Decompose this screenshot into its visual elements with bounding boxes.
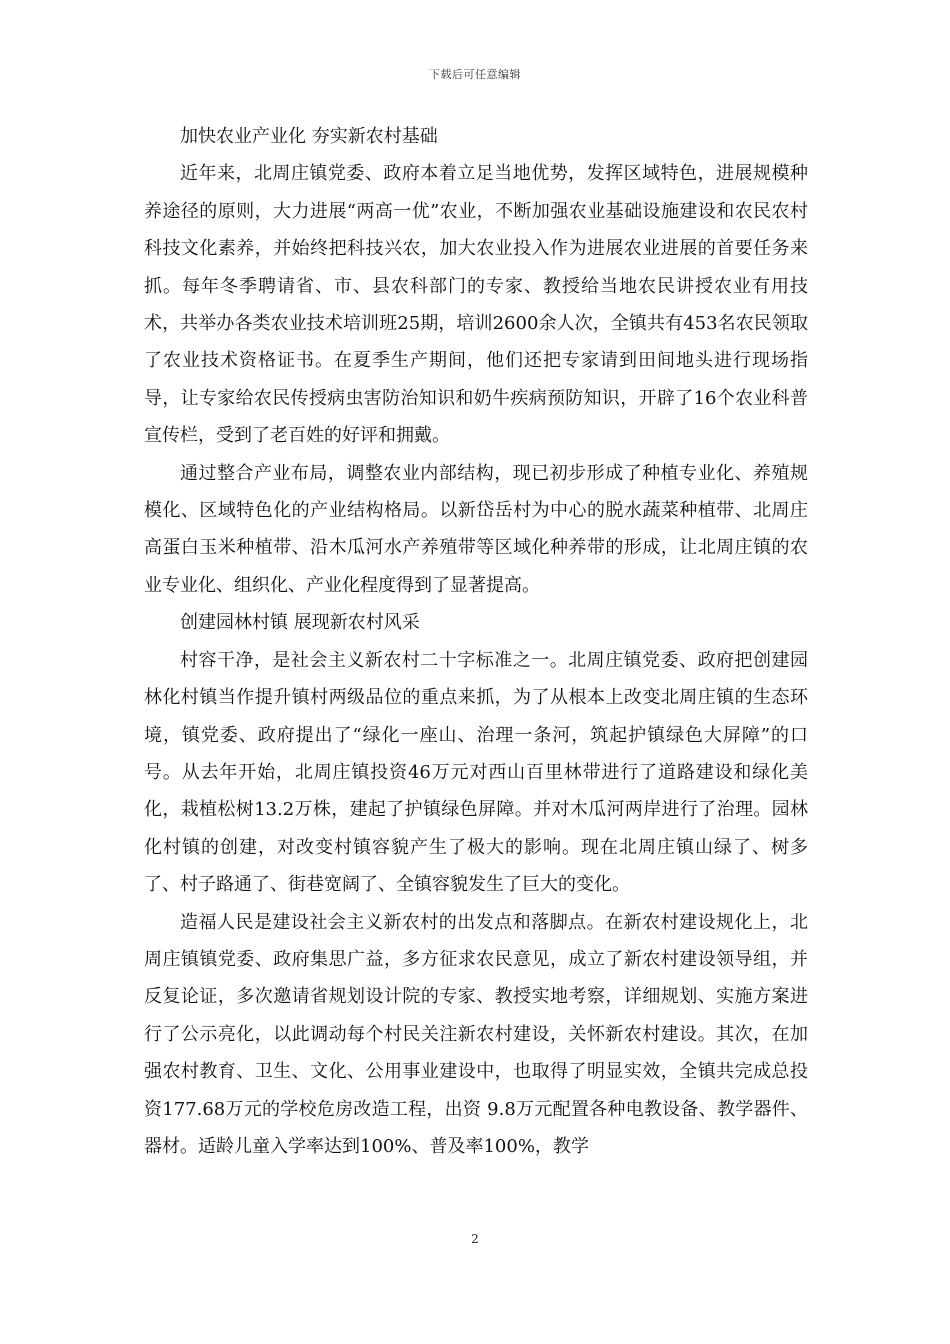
document-body — [144, 118, 808, 1165]
body-paragraph: 造福人民是建设社会主义新农村的出发点和落脚点。在新农村建设规化上，北周庄镇镇党委、政府集思广益，多方征求农民意见，成立了新农村建设领导组，并反复论证，多次邀请省规划设计院的专家、教授实地考察，详细规划、实施方案进行了公示亮化，以此调动每个村民关注新农村建设，关怀新农村建设。其次，在加强农村教育、卫生、文化、公用事业建设中，也取得了明显实效，全镇共完成总投资177.68万元的学校危房改造工程，出资 9.8万元配置各种电教设备、教学器件、器材。适龄儿童入学率达到100%、普及率100%，教学 — [144, 911, 808, 1157]
header-note: 下载后可任意编辑 — [429, 68, 521, 81]
page-number: 2 — [471, 1232, 479, 1246]
section-heading: 加快农业产业化 夯实新农村基础 — [180, 126, 438, 147]
body-paragraph: 近年来，北周庄镇党委、政府本着立足当地优势，发挥区域特色，进展规模种养途径的原则，大力进展“两高一优”农业，不断加强农业基础设施建设和农民农村科技文化素养，并始终把科技兴农，加大农业投入作为进展农业进展的首要任务来抓。每年冬季聘请省、市、县农科部门的专家、教授给当地农民讲授农业有用技术，共举办各类农业技术培训班25期，培训2600余人次，全镇共有453名农民领取了农业技术资格证书。在夏季生产期间，他们还把专家请到田间地头进行现场指导，让专家给农民传授病虫害防治知识和奶牛疾病预防知识，开辟了16个农业科普宣传栏，受到了老百姓的好评和拥戴。 — [144, 163, 808, 447]
section-heading: 创建园林村镇 展现新农村风采 — [180, 612, 420, 634]
body-paragraph: 村容干净，是社会主义新农村二十字标准之一。北周庄镇党委、政府把创建园林化村镇当作提升镇村两级品位的重点来抓，为了从根本上改变北周庄镇的生态环境，镇党委、政府提出了“绿化一座山、治理一条河，筑起护镇绿色大屏障”的口号。从去年开始，北周庄镇投资46万元对西山百里林带进行了道路建设和绿化美化，栽植松树13.2万株，建起了护镇绿色屏障。并对木瓜河两岸进行了治理。园林化村镇的创建，对改变村镇容貌产生了极大的影响。现在北周庄镇山绿了、树多了、村子路通了、街巷宽阔了、全镇容貌发生了巨大的变化。 — [144, 649, 808, 896]
body-paragraph: 通过整合产业布局，调整农业内部结构，现已初步形成了种植专业化、养殖规模化、区域特色化的产业结构格局。以新岱岳村为中心的脱水蔬菜种植带、北周庄高蛋白玉米种植带、沿木瓜河水产养殖带等区域化种养带的形成，让北周庄镇的农业专业化、组织化、产业化程度得到了显著提高。 — [144, 462, 808, 596]
